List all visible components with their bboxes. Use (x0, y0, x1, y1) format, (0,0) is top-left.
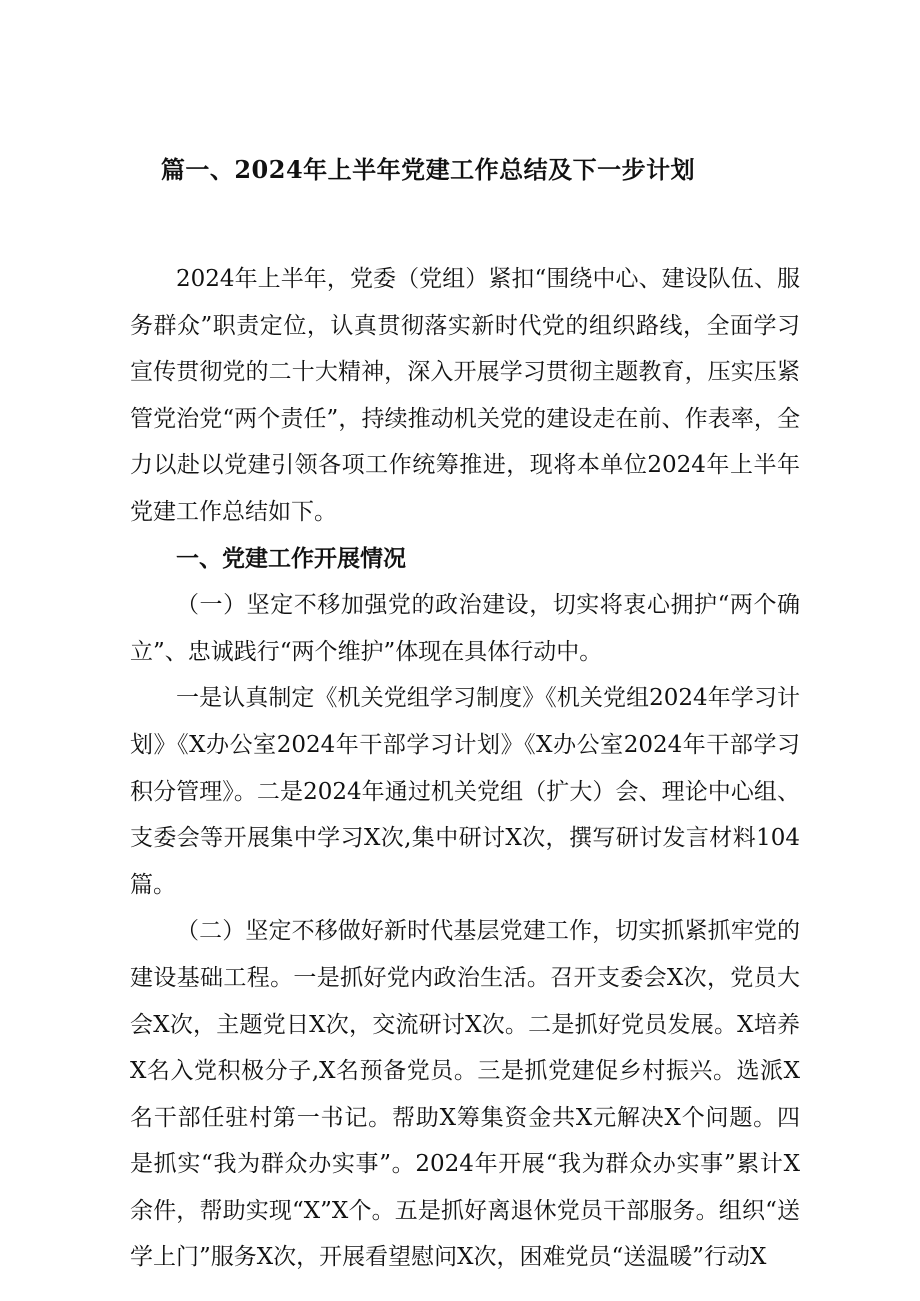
document-title: 篇一、2024年上半年党建工作总结及下一步计划 (160, 155, 696, 184)
document-body (130, 256, 800, 1281)
subsection-heading-1: （一）坚定不移加强党的政治建设，切实将衷心拥护“两个确立”、忠诚践行“两个维护”体现在具体行动中。 (130, 592, 800, 665)
paragraph-grassroots: （二）坚定不移做好新时代基层党建工作，切实抓紧抓牢党的建设基础工程。一是抓好党内政治生活。召开支委会X次，党员大会X次，主题党日X次，交流研讨X次。二是抓好党员发展。X培养X名入党积极分子,X名预备党员。三是抓党建促乡村振兴。选派X名干部任驻村第一书记。帮助X筹集资金共X元解决X个问题。四是抓实“我为群众办实事”。2024年开展“我为群众办实事”累计X余件，帮助实现“X”X个。五是抓好离退休党员干部服务。组织“送学上门”服务X次，开展看望慰问X次，困难党员“送温暖”行动X (130, 918, 800, 1271)
paragraph-study: 一是认真制定《机关党组学习制度》《机关党组2024年学习计划》《X办公室2024年干部学习计划》《X办公室2024年干部学习积分管理》。二是2024年通过机关党组（扩大）会、理论中心组、支委会等开展集中学习X次,集中研讨X次，撰写研讨发言材料104篇。 (130, 685, 800, 898)
section-heading-1: 一、党建工作开展情况 (176, 544, 406, 572)
paragraph-intro: 2024年上半年，党委（党组）紧扣“围绕中心、建设队伍、服务群众”职责定位，认真贯彻落实新时代党的组织路线，全面学习宣传贯彻党的二十大精神，深入开展学习贯彻主题教育，压实压紧管党治党“两个责任”，持续推动机关党的建设走在前、作表率，全力以赴以党建引领各项工作统筹推进，现将本单位2024年上半年党建工作总结如下。 (130, 266, 800, 525)
